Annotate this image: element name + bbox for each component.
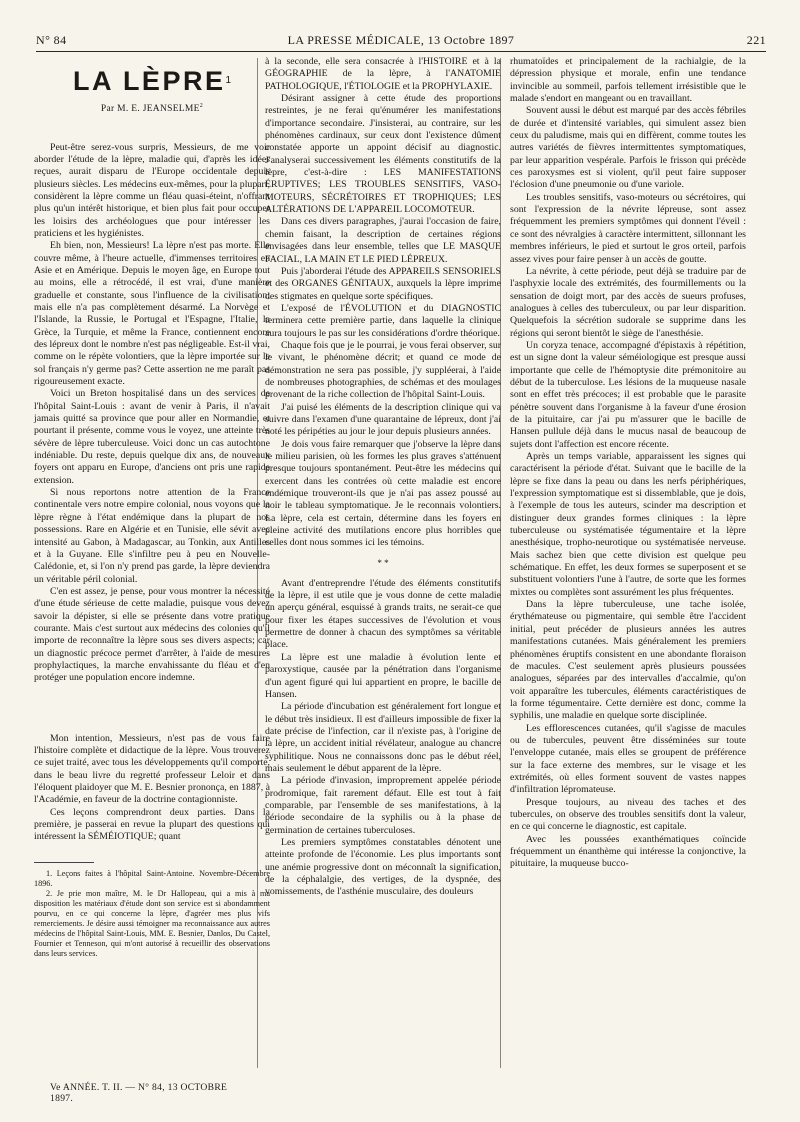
issue-number: N° 84 bbox=[36, 33, 67, 47]
footnotes bbox=[34, 869, 270, 959]
paragraph: La période d'incubation est généralement fort longue et le début très insidieux. Il est d'ailleurs impossible de fixer la date précise de l'infection, car il n'existe pas, à l'origine de la lèpre, un accident initial révélateur, analogue au chancre syphilitique. Nous ne connaissons donc pas le début réel, mais seulement le début apparent de la lèpre. bbox=[265, 701, 501, 774]
column-2 bbox=[265, 56, 501, 899]
paragraph: C'en est assez, je pense, pour vous montrer la nécessité d'une étude sérieuse de cette maladie, puisque vous devez savoir la dépister, si elle se présente dans votre pratique courante. Mais c'est surtout aux médecins des colonies qu'il importe de reconnaître la lèpre sous ses divers aspects; car un diagnostic précoce permet d'arrêter, à l'aide de mesures prophylactiques, la marche envahissante du fléau et d'en protéger une population encore indemne. bbox=[34, 585, 270, 684]
paragraph: Désirant assigner à cette étude des proportions restreintes, je ne ferai qu'énumérer les manifestations d'importance secondaire. J'insisterai, au contraire, sur les phénomènes cardinaux, sur ceux dont l'existence dûment constatée apporte un appoint décisif au diagnostic. J'analyserai successivement les éléments constitutifs de la lèpre, c'est-à-dire : LES MANIFESTATIONS ÉRUPTIVES; LES TROUBLES SENSITIFS, VASO-MOTEURS, SÉCRÉTOIRES ET TROPHIQUES; LES ALTÉRATIONS DE L'APPAREIL LOCOMOTEUR. bbox=[265, 93, 501, 216]
paragraph: Avec les poussées exanthématiques coïncide fréquemment un énanthème qui intéresse la conjonctive, la pituitaire, la muqueuse bucco- bbox=[510, 833, 746, 870]
paragraph: La période d'invasion, improprement appelée période prodromique, fait rarement défaut. Elle est tout à fait comparable, par l'ensemble de ses manifestations, à la période secondaire de la syphilis ou à la phase de germination de certaines tuberculoses. bbox=[265, 775, 501, 836]
title-footnote-ref: 1 bbox=[225, 75, 232, 86]
footnote-rule bbox=[34, 862, 94, 863]
page-number: 221 bbox=[746, 33, 766, 47]
paragraph: Eh bien, non, Messieurs! La lèpre n'est pas morte. Elle couvre même, à l'heure actuelle, d'immenses territoires en Asie et en Amérique. Depuis le moyen âge, en Europe tout au moins, elle a rétrocédé, il est vrai, d'une manière graduelle et constante, sous l'influence de la civilisation; mais elle n'a pas complètement désarmé. La Norvège et l'Islande, la Russie, le Portugal et l'Espagne, l'Italie, la Grèce, la Turquie, et même la France, contiennent encore des lépreux dont le nombre n'est pas négligeable. Est-il vrai, comme on le répète volontiers, que la lèpre importée sur le sol français n'y germe pas? Cette assertion ne me paraît pas rigoureusement exacte. bbox=[34, 240, 271, 388]
footnote: 1. Leçons faites à l'hôpital Saint-Antoine. Novembre-Décembre 1896. bbox=[34, 868, 270, 888]
paragraph: à la seconde, elle sera consacrée à l'HISTOIRE et à la GÉOGRAPHIE de la lèpre, à l'ANATOMIE PATHOLOGIQUE, l'ÉTIOLOGIE et la PROPHYLAXIE. bbox=[265, 56, 501, 92]
paragraph: Ces leçons comprendront deux parties. Dans la première, je passerai en revue la plupart des questions qui intéressent la SÉMÉIOTIQUE; quant bbox=[34, 806, 270, 843]
issue-line: Ve ANNÉE. T. II. — N° 84, 13 OCTOBRE 1897. bbox=[50, 1082, 228, 1104]
paragraph: Chaque fois que je le pourrai, je vous ferai observer, sur le vivant, le phénomène décrit; et quand ce mode de démonstration ne sera pas possible, j'y suppléerai, à l'aide de nombreuses photographies, de schémas et des moulages provenant de la riche collection de l'hôpital Saint-Louis. bbox=[265, 339, 501, 401]
paragraph: Les premiers symptômes constatables dénotent une atteinte profonde de l'économie. Les plus importants sont une anémie progressive dont on méconnaît la signification, de la céphalalgie, des vertiges, de la dyspnée, des vomissements, de l'asthénie musculaire, des douleurs bbox=[265, 836, 501, 898]
paragraph: Puis j'aborderai l'étude des APPAREILS SENSORIELS et des ORGANES GÉNITAUX, auxquels la lèpre imprime des stigmates en quelque sorte spécifiques. bbox=[265, 265, 501, 302]
paragraph: L'exposé de l'ÉVOLUTION et du DIAGNOSTIC terminera cette première partie, dans laquelle la clinique aura toujours le pas sur les considérations d'ordre théorique. bbox=[265, 302, 501, 339]
paragraph: Avant d'entreprendre l'étude des éléments constitutifs de la lèpre, il est utile que je vous donne de cette maladie un aperçu général, esquissé à grands traits, ne serait-ce que pour fixer les étapes successives de l'évolution et vous permettre de donner à chacun des symptômes sa véritable place. bbox=[265, 577, 501, 651]
paragraph: rhumatoïdes et principalement de la rachialgie, de la dépression physique et morale, enfin une tendance invincible au sommeil, parfois tellement irrésistible que le malade s'endort en mangeant ou en travaillant. bbox=[510, 56, 746, 105]
journal-title: LA PRESSE MÉDICALE, 13 Octobre 1897 bbox=[287, 33, 515, 47]
paragraph: J'ai puisé les éléments de la description clinique qui va suivre dans l'examen d'une quarantaine de lépreux, dont j'ai noté les péripéties au jour le jour depuis plusieurs années. bbox=[265, 401, 501, 438]
column-1 bbox=[34, 56, 270, 959]
paragraph: Voici un Breton hospitalisé dans un des services de l'hôpital Saint-Louis : avant de venir à Paris, il n'avait jamais quitté sa province que pour aller en Normandie, et pourtant il présente, comme vous le voyez, une atteinte très sévère de lèpre tuberculeuse. Voici donc un cas autochtone indéniable. Du reste, depuis quelque dix ans, de nouveaux foyers ont apparu en Europe, d'anciens ont pris une rapide extension. bbox=[34, 388, 270, 486]
paragraph: Je dois vous faire remarquer que j'observe la lèpre dans le milieu parisien, où les formes les plus graves s'atténuent presque toujours spontanément. Peut-être les médecins qui exercent dans les contrées où cette maladie est encore endémique trouveront-ils que je n'ai pas assez poussé au noir le tableau symptomatique. Je le reconnais volontiers. La lèpre, cela est certain, détermine dans les foyers en pleine activité des mutilations encore plus horribles que celles dont nous sommes ici les témoins. bbox=[265, 438, 501, 549]
paragraph: La lèpre est une maladie à évolution lente et paroxystique, causée par la pénétration dans l'organisme d'un agent figuré qui lui appartient en propre, le bacille de Hansen. bbox=[265, 651, 501, 700]
paragraph: Presque toujours, au niveau des taches et des tubercules, on observe des troubles sensitifs dont la valeur, en ce qui concerne le diagnostic, est capitale. bbox=[510, 796, 746, 833]
column-3 bbox=[510, 56, 746, 871]
paragraph: Si nous reportons notre attention de la France continentale vers notre empire colonial, nous voyons que la lèpre règne à l'état endémique dans la plupart de nos possessions. Rare en Algérie et en Tunisie, elle sévit avec intensité au Gabon, à Madagascar, au Tonkin, aux Antilles et à la Guyane. Elle s'infiltre peu à peu en Nouvelle-Calédonie, et, si l'on n'y prend pas garde, la lèpre deviendra un véritable péril colonial. bbox=[34, 487, 270, 585]
article-title: LA LÈPRE$^1$ bbox=[72, 66, 232, 96]
paragraph: Souvent aussi le début est marqué par des accès fébriles de durée et d'intensité variables, qui simulent assez bien ceux du paludisme, mais qui en diffèrent, comme toutes les autres variétés de fièvres intermittentes symptomatiques, par leur apparition vespérale. Parfois le frisson qui précède ces paroxysmes est si violent, qu'il peut faire supposer l'éclosion d'une pneumonie ou d'une variole. bbox=[510, 105, 746, 191]
footnote: 2. Je prie mon maître, M. le Dr Hallopeau, qui a mis à ma disposition les matériaux d'étude dont son service est si abondamment pourvu, en ce qui concerne la lèpre, d'agréer mes plus vifs remerciements. Je désire aussi témoigner ma reconnaissance aux autres médecins de l'hôpital Saint-Louis, MM. E. Besnier, Danlos, Du Castel, Fournier et Tenneson, qui m'ont autorisé à recueillir des observations dans leurs services. bbox=[34, 888, 270, 958]
byline-footnote-ref: 2 bbox=[199, 103, 204, 109]
header-rule bbox=[36, 51, 766, 52]
paragraph: Dans ces divers paragraphes, j'aurai l'occasion de faire, chemin faisant, la description de certaines régions envisagées dans leur ensemble, telles que LE MASQUE FACIAL, LA MAIN ET LE PIED LÉPREUX. bbox=[265, 216, 501, 265]
page-header bbox=[36, 33, 766, 49]
paragraph: Les efflorescences cutanées, qu'il s'agisse de macules ou de tubercules, peuvent être disséminées sur toute l'enveloppe cutanée, mais elles se groupent de préférence sur la face externe des membres, sur le visage et les extrémités, où elles forment souvent de vastes nappes d'infiltration lépromateuse. bbox=[510, 722, 746, 796]
paragraph: Peut-être serez-vous surpris, Messieurs, de me voir aborder l'étude de la lèpre, maladie qui, d'après les idées reçues, aurait disparu de l'Europe occidentale depuis plusieurs siècles. Les médecins eux-mêmes, pour la plupart, considèrent la lèpre comme un fléau quasi-éteint, n'offrant plus qu'un intérêt historique, et bien plus fait pour occuper les loisirs des archéologues que pour intéresser les praticiens et les hygiénistes. bbox=[34, 141, 270, 239]
paragraph: Dans la lèpre tuberculeuse, une tache isolée, érythémateuse ou pigmentaire, qui semble être l'accident initial, peut précéder de plusieurs années les autres manifestations cutanées. Mais généralement les premiers phénomènes éruptifs consistent en une abondante floraison de macules. C'est seulement après plusieurs poussées analogues, séparées par des intervalles d'accalmie, qu'on voit apparaître les tubercules, éléments caractéristiques de la forme tégumentaire. Cette dernière est donc, comme la syphilis, une maladie en quelque sorte disciplinée. bbox=[510, 599, 746, 722]
paragraph: Un coryza tenace, accompagné d'épistaxis à répétition, est un signe dont la valeur séméiologique est presque aussi importante que celle de l'hémoptysie dite prémonitoire au début de la tuberculose. Les lésions de la muqueuse nasale sont en effet très précoces; il est probable que le parasite pénètre souvent dans l'organisme à la faveur d'une érosion de la pituitaire, car j'ai pu m'assurer que le bacille de Hansen pullule déjà dans le mucus nasal de beaucoup de sujets dont l'affection est encore récente. bbox=[510, 339, 746, 450]
paragraph: Après un temps variable, apparaissent les signes qui caractérisent la période d'état. Suivant que le bacille de la lèpre se fixe dans la peau ou dans les nerfs périphériques, l'expression symptomatique est si dissemblable, que je dois, à l'exemple de tous les auteurs, scinder ma description et distinguer deux grandes formes cliniques : la lèpre tuberculeuse ou systématisée tégumentaire et la lèpre anesthésique, tropho-neurotique ou systématisée nerveuse. Mais sachez bien que cette division est quelque peu schématique. En effet, les deux formes se superposent et se substituent volontiers l'une à l'autre, de sorte que les formes mixtes ou complètes sont assurément les plus fréquentes. bbox=[510, 451, 746, 598]
paragraph: Les troubles sensitifs, vaso-moteurs ou sécrétoires, qui sont l'expression de la névrite lépreuse, sont assez fréquemment les premiers symptômes qui donnent l'éveil : ce sont des névralgies à caractère intermittent, sillonnant les membres inférieurs, le pied et surtout le gros orteil, parfois assez vives pour faire penser à un accès de goutte. bbox=[510, 191, 746, 265]
paragraph: Mon intention, Messieurs, n'est pas de vous faire l'histoire complète et didactique de la lèpre. Vous trouverez ce sujet traité, avec tous les développements qu'il comporte, dans le beau livre du regretté professeur Leloir et dans l'éloquent plaidoyer que M. E. Besnier prononça, en 1887, à l'Académie, en faveur de la doctrine contagionniste. bbox=[34, 732, 270, 806]
section-separator: * * bbox=[377, 557, 389, 568]
article-byline: Par M. E. JEANSELME$^2$ bbox=[100, 103, 204, 115]
paragraph: La névrite, à cette période, peut déjà se traduire par de l'asphyxie locale des extrémités, des fourmillements ou la sensation de doigt mort, par des accès de sueurs profuses, analogues à celles des tuberculeux, ou par leur disparition. Quelquefois la sécrétion sudorale se supprime dans les régions qui seront bientôt le siège de l'anesthésie. bbox=[510, 265, 746, 339]
